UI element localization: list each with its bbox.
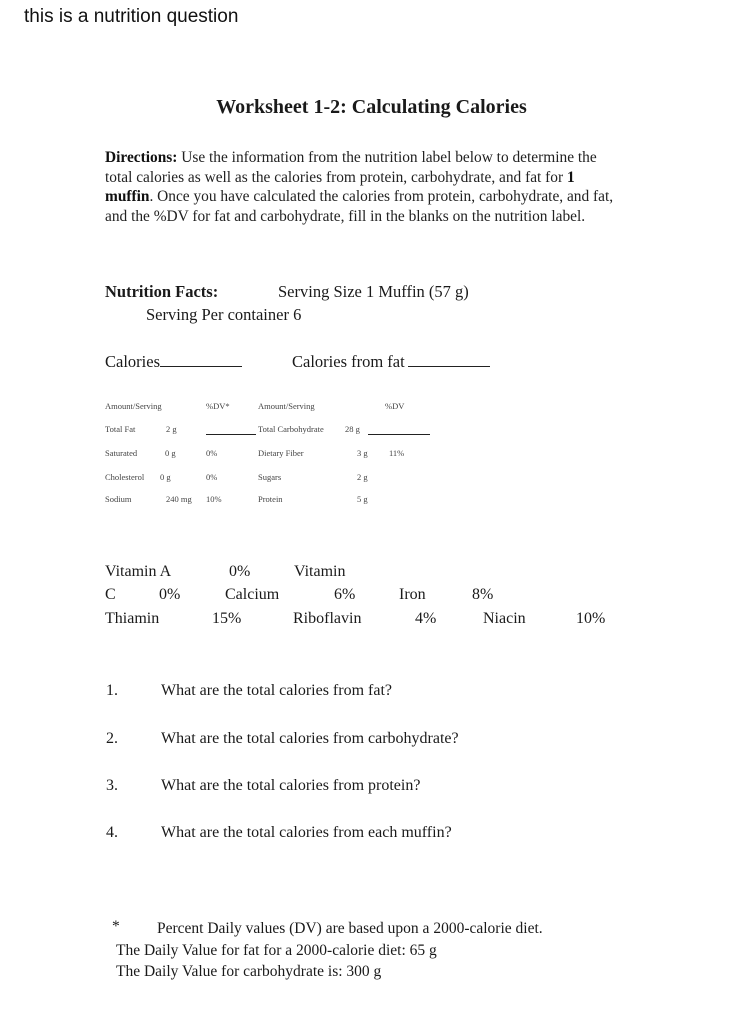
row-sodium-name: Sodium xyxy=(105,494,132,504)
directions-text-before: Use the information from the nutrition label below to determine the total calories as well as the calories from protein, carbohydrate, and fat for xyxy=(105,149,597,186)
question-1-number: 1. xyxy=(106,682,118,699)
row-sugars-name: Sugars xyxy=(258,472,282,482)
question-4-number: 4. xyxy=(106,824,118,841)
servings-per-container: Serving Per container 6 xyxy=(146,305,302,324)
row-cholesterol-name: Cholesterol xyxy=(105,472,145,482)
vitamin-c-value: 0% xyxy=(159,586,181,603)
question-4-text: What are the total calories from each muffin? xyxy=(161,824,452,841)
row-cholesterol-amount: 0 g xyxy=(160,472,171,482)
calories-blank xyxy=(160,366,242,367)
row-saturated-amount: 0 g xyxy=(165,448,176,458)
row-protein-amount: 5 g xyxy=(357,494,368,504)
row-total-fat-name: Total Fat xyxy=(105,424,136,434)
row-sodium-dv: 10% xyxy=(206,494,222,504)
riboflavin-label: Riboflavin xyxy=(293,610,362,627)
right-header-amount: Amount/Serving xyxy=(258,401,315,411)
question-2-number: 2. xyxy=(106,730,118,747)
calories-from-fat-label: Calories from fat xyxy=(292,352,405,371)
row-cholesterol-dv: 0% xyxy=(206,472,218,482)
post-caption: this is a nutrition question xyxy=(24,6,239,27)
thiamin-label: Thiamin xyxy=(105,610,160,627)
niacin-value: 10% xyxy=(576,610,606,627)
niacin-label: Niacin xyxy=(483,610,526,627)
row-dietary-fiber-amount: 3 g xyxy=(357,448,368,458)
row-saturated-dv: 0% xyxy=(206,448,218,458)
row-total-fat-amount: 2 g xyxy=(166,424,177,434)
row-sodium-amount: 240 mg xyxy=(166,494,192,504)
footnote-line-2: The Daily Value for fat for a 2000-calorie diet: 65 g xyxy=(116,942,437,959)
row-dietary-fiber-name: Dietary Fiber xyxy=(258,448,304,458)
row-protein-name: Protein xyxy=(258,494,283,504)
calories-label: Calories xyxy=(105,352,160,371)
row-total-carbohydrate-name: Total Carbohydrate xyxy=(258,424,324,434)
worksheet-title: Worksheet 1-2: Calculating Calories xyxy=(216,96,527,118)
iron-value: 8% xyxy=(472,586,494,603)
calories-field xyxy=(105,352,242,372)
row-sugars-amount: 2 g xyxy=(357,472,368,482)
footnote-line-1: Percent Daily values (DV) are based upon a 2000-calorie diet. xyxy=(157,920,543,937)
calcium-value: 6% xyxy=(334,586,356,603)
left-header-dv: %DV* xyxy=(206,401,230,411)
question-2-text: What are the total calories from carbohydrate? xyxy=(161,730,459,747)
question-3-number: 3. xyxy=(106,777,118,794)
right-header-dv: %DV xyxy=(385,401,405,411)
iron-label: Iron xyxy=(399,586,426,603)
directions-text-after: . Once you have calculated the calories from protein, carbohydrate, and fat, and the %DV for fat and carbohydrate, fill in the blanks on the nutrition label. xyxy=(105,188,614,225)
row-dietary-fiber-dv: 11% xyxy=(389,448,405,458)
directions-label: Directions: xyxy=(105,149,178,166)
vitamin-a-value: 0% xyxy=(229,563,251,580)
question-1-text: What are the total calories from fat? xyxy=(161,682,392,699)
row-total-carbohydrate-amount: 28 g xyxy=(345,424,360,434)
calories-from-fat-field xyxy=(292,352,490,372)
vitamin-c-label: C xyxy=(105,586,116,603)
vitamin-a-label: Vitamin A xyxy=(105,563,172,580)
riboflavin-value: 4% xyxy=(415,610,437,627)
left-header-amount: Amount/Serving xyxy=(105,401,162,411)
row-saturated-name: Saturated xyxy=(105,448,138,458)
question-3-text: What are the total calories from protein? xyxy=(161,777,421,794)
footnote-bullet: * xyxy=(112,918,120,935)
calories-from-fat-blank xyxy=(408,366,490,367)
directions-emphasis: 1 muffin xyxy=(105,168,575,205)
vitamin-label: Vitamin xyxy=(294,563,346,580)
thiamin-value: 15% xyxy=(212,610,242,627)
directions-paragraph xyxy=(105,148,625,226)
total-fat-dv-blank xyxy=(206,434,256,435)
footnote-line-3: The Daily Value for carbohydrate is: 300 g xyxy=(116,963,382,980)
serving-size: Serving Size 1 Muffin (57 g) xyxy=(278,282,469,301)
calcium-label: Calcium xyxy=(225,586,280,603)
nutrition-facts-label: Nutrition Facts: xyxy=(105,282,219,301)
total-carbohydrate-dv-blank xyxy=(368,434,430,435)
